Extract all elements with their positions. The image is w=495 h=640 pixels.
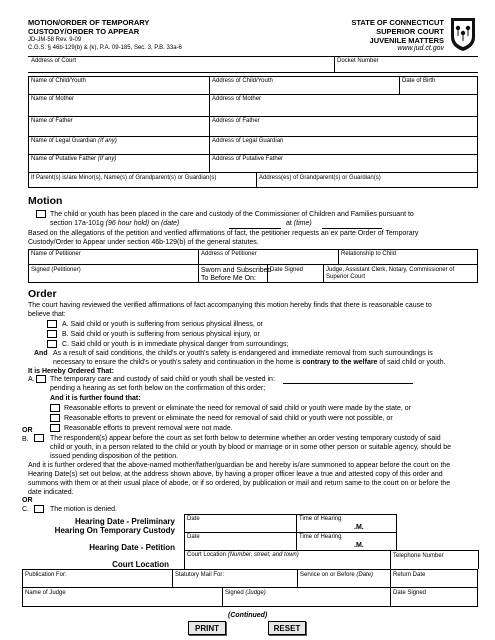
option-b-text-2: child or youth, in a person related to the child or youth by blood or marriage or in some other person or suitable agency, should be [50, 444, 452, 451]
address-putative-father-label: Address of Putative Father [212, 156, 284, 162]
docket-number-label: Docket Number [337, 58, 379, 64]
minor-parents-address-field[interactable] [258, 181, 476, 187]
telephone-label: Telephone Number [393, 553, 444, 559]
name-putative-father-label: Name of Putative Father (If any) [31, 156, 117, 162]
finding-c-text: C. Said child or youth is in immediate physical danger from surroundings; [62, 341, 289, 348]
option-a-checkbox[interactable] [36, 375, 46, 383]
motion-para-line1: Based on the allegations of the petition and verified affirmations of fact, the petitioner requests an ex parte Order of Temporary [28, 230, 419, 237]
prelim-date-label: Date [187, 516, 200, 522]
address-mother-label: Address of Mother [212, 96, 262, 102]
relationship-field[interactable] [340, 257, 476, 263]
return-date-field[interactable] [392, 579, 476, 586]
address-of-court-field[interactable] [30, 64, 332, 72]
statute-reference: C.G.S. § 46b-129(b) & (k), P.A. 09-185, Sec. 3, P.B. 33a-6 [28, 45, 182, 51]
address-petitioner-field[interactable] [200, 257, 336, 263]
option-a-text-2: pending a hearing as set forth below on the confirmation of this order; [50, 385, 266, 392]
prelim-hearing-label-2: Hearing On Temporary Custody [54, 526, 175, 535]
judge-clerk-label: Judge, Assistant Clerk, Notary, Commissioner of Superior Court [326, 267, 455, 280]
court-location-field[interactable] [186, 559, 388, 568]
form-title-line2: CUSTODY/ORDER TO APPEAR [28, 27, 140, 36]
prelim-time-label: Time of Hearing [299, 516, 342, 522]
or-label-1: OR [22, 427, 33, 434]
or-label-2: OR [22, 497, 33, 504]
hold-date-field[interactable] [229, 220, 281, 228]
and-text-2: necessary to ensure the child's or youth's safety and continuation in the home is contrary to the welfare of said child or youth. [53, 359, 446, 366]
date-of-birth-field[interactable] [401, 85, 476, 93]
finding-b-text: B. Said child or youth is suffering from serious physical injury, or [62, 331, 260, 338]
prelim-time-field[interactable] [298, 523, 352, 531]
custody-vested-in-field[interactable] [283, 375, 413, 383]
address-child-label: Address of Child/Youth [212, 78, 273, 84]
summons-text-1: And it is further ordered that the above-named mother/father/guardian be and hereby is/are summoned to appear before the court on the [28, 462, 451, 469]
motion-heading: Motion [28, 195, 63, 207]
signed-judge-label: Signed (Judge) [225, 590, 266, 596]
reasonable-efforts-not-possible-text: Reasonable efforts to prevent or eliminate the need for removal of said child or youth were not possible, or [64, 415, 393, 422]
name-guardian-field[interactable] [30, 145, 207, 153]
address-mother-field[interactable] [211, 104, 476, 114]
address-father-label: Address of Father [212, 118, 260, 124]
name-petitioner-label: Name of Petitioner [31, 251, 81, 257]
service-before-label: Service on or Before (Date) [300, 572, 374, 578]
and-label: And [34, 350, 48, 357]
name-putative-father-field[interactable] [30, 163, 207, 171]
publication-label: Publication For: [25, 572, 67, 578]
name-judge-field[interactable] [24, 597, 220, 606]
petition-date-label: Date [187, 534, 200, 540]
minor-parents-field[interactable] [30, 181, 254, 187]
option-a-text-1: The temporary care and custody of said child or youth shall be vested in: [50, 376, 275, 383]
and-text-1: As a result of said conditions, the child's or youth's safety is endangered and immediate removal from such surroundings is [53, 350, 433, 357]
finding-b-checkbox[interactable] [47, 330, 57, 338]
order-intro-1: The court having reviewed the verified affirmations of fact accompanying this motion hereby finds that there is reasonable cause to [28, 302, 432, 309]
prelim-hearing-label-1: Hearing Date - Preliminary [74, 517, 175, 526]
court-name: SUPERIOR COURT [376, 27, 444, 36]
reasonable-efforts-made-text: Reasonable efforts to prevent or eliminate the need for removal of said child or youth were made by the state, or [64, 405, 411, 412]
name-child-label: Name of Child/Youth [31, 78, 86, 84]
address-father-field[interactable] [211, 125, 476, 135]
finding-a-checkbox[interactable] [47, 320, 57, 328]
option-b-text-3: issued pending disposition of the petition. [50, 453, 179, 460]
form-number: JD-JM-58 Rev. 9-09 [28, 37, 82, 43]
petition-time-label: Time of Hearing [299, 534, 342, 540]
statutory-mail-label: Statutory Mail For: [175, 572, 225, 578]
court-division: JUVENILE MATTERS [369, 36, 444, 45]
address-petitioner-label: Address of Petitioner [201, 251, 257, 257]
publication-field[interactable] [24, 579, 170, 586]
option-a-label: A. [28, 376, 35, 383]
summons-text-3: summons with them or at their usual place of abode, or if so ordered, by publication or mail and return same to the court on or before the [28, 480, 451, 487]
name-mother-field[interactable] [30, 104, 207, 114]
finding-a-text: A. Said child or youth is suffering from serious physical illness, or [62, 321, 264, 328]
name-petitioner-field[interactable] [30, 257, 196, 263]
option-b-label: B. [22, 436, 29, 443]
date-of-birth-label: Date of Birth [402, 78, 436, 84]
petition-date-field[interactable] [186, 541, 294, 549]
docket-number-field[interactable] [336, 64, 476, 72]
address-putative-father-field[interactable] [211, 163, 476, 171]
return-date-label: Return Date [393, 572, 426, 578]
statutory-mail-field[interactable] [174, 579, 295, 586]
option-c-checkbox[interactable] [34, 505, 44, 513]
motion-para-line2: Custody/Order to Appear under section 46b-129(b) of the general statutes. [28, 239, 259, 246]
name-judge-label: Name of Judge [25, 590, 66, 596]
motion-placed-text-2: section 17a-101g (96 hour hold) on (date) [50, 220, 180, 227]
name-father-label: Name of Father [31, 118, 73, 124]
state-seal-icon [448, 15, 478, 53]
signed-petitioner-label: Signed (Petitioner) [31, 267, 81, 273]
judge-date-signed-label: Date Signed [393, 590, 427, 596]
service-before-field[interactable] [299, 579, 388, 586]
state-name: STATE OF CONNECTICUT [351, 18, 444, 27]
option-c-text: The motion is denied. [50, 506, 117, 513]
name-father-field[interactable] [30, 125, 207, 135]
reasonable-efforts-made-checkbox[interactable] [50, 404, 60, 412]
prelim-date-field[interactable] [186, 523, 294, 531]
motion-placed-checkbox[interactable] [36, 210, 46, 218]
reset-button[interactable]: RESET [268, 621, 306, 635]
name-child-field[interactable] [30, 85, 207, 93]
name-mother-label: Name of Mother [31, 96, 75, 102]
relationship-label: Relationship to Child [341, 251, 397, 257]
minor-parents-address-label: Address(es) of Grandparent(s) or Guardian(s) [259, 175, 381, 181]
prelim-am-pm: .M. [354, 524, 364, 531]
hold-time-field[interactable] [322, 220, 382, 228]
finding-c-checkbox[interactable] [47, 340, 57, 348]
minor-parents-label: If Parent(s) is/are Minor(s), Name(s) of Grandparent(s) or Guardian(s) [31, 175, 217, 181]
sworn-label-1: Sworn and Subscribed [201, 267, 272, 274]
continued-label: (Continued) [228, 612, 268, 619]
option-b-text-1: The respondent(s) appear before the court as set forth below to determine whether an order vesting temporary custody of said [50, 435, 441, 442]
reasonable-efforts-not-made-text: Reasonable efforts to prevent removal were not made. [64, 425, 233, 432]
summons-text-4: date indicated. [28, 489, 74, 496]
website-url: www.jud.ct.gov [397, 45, 444, 52]
address-of-court-label: Address of Court [31, 58, 77, 64]
further-found-label: And it is further found that: [50, 395, 141, 402]
address-child-field[interactable] [211, 85, 397, 93]
motion-placed-text: The child or youth has been placed in the care and custody of the Commissioner of Children and Families pursuant to [50, 211, 414, 218]
court-location-label: Court Location [112, 560, 169, 569]
hereby-ordered-label: It is Hereby Ordered That: [28, 368, 114, 375]
reasonable-efforts-not-possible-checkbox[interactable] [50, 414, 60, 422]
judge-date-signed-field[interactable] [392, 597, 476, 606]
print-button[interactable]: PRINT [188, 621, 226, 635]
order-intro-2: believe that: [28, 311, 66, 318]
option-b-checkbox[interactable] [34, 434, 44, 442]
form-title-line1: MOTION/ORDER OF TEMPORARY [28, 18, 150, 27]
petition-am-pm: .M. [354, 542, 364, 549]
address-guardian-field[interactable] [211, 145, 476, 153]
sworn-label-2: To Before Me On: [201, 275, 256, 282]
date-signed-label: Date Signed [270, 267, 304, 273]
court-location-field-label: Court Location (Number, street, and town) [187, 552, 299, 558]
address-guardian-label: Address of Legal Guardian [212, 138, 284, 144]
telephone-field[interactable] [392, 560, 476, 568]
order-heading: Order [28, 288, 57, 300]
summons-text-2: Hearing Date(s) set out below, at the address shown above, by having a proper officer leave a true and attested copy of this order and [28, 471, 443, 478]
petition-hearing-label: Hearing Date - Petition [89, 543, 175, 552]
date-signed-field[interactable] [269, 274, 321, 282]
reasonable-efforts-not-made-checkbox[interactable] [50, 424, 60, 432]
option-c-label: C. [22, 506, 29, 513]
petition-time-field[interactable] [298, 541, 352, 549]
name-guardian-label: Name of Legal Guardian (If any) [31, 138, 117, 144]
